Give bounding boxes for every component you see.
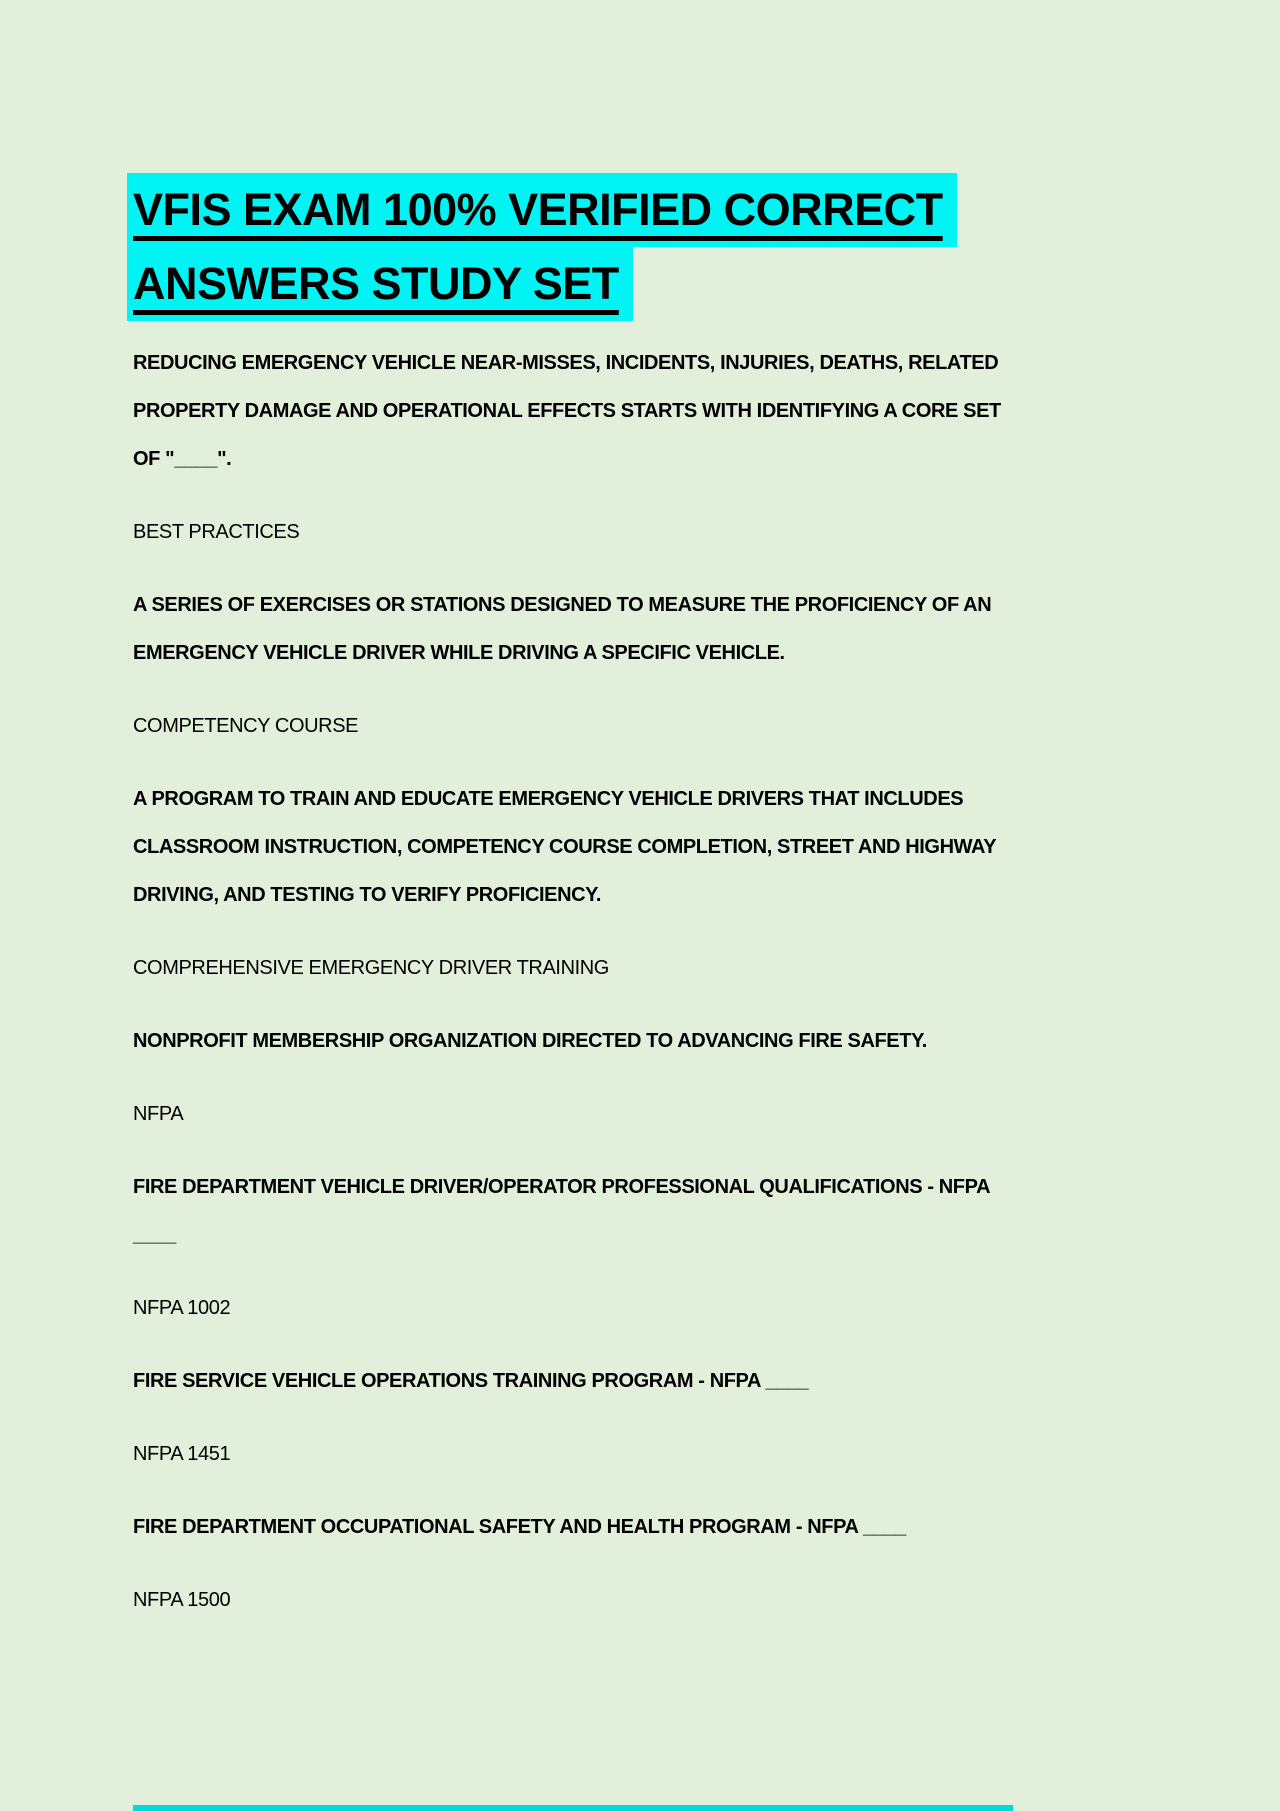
answer-text: COMPREHENSIVE EMERGENCY DRIVER TRAINING xyxy=(133,957,609,979)
question-line: A PROGRAM TO TRAIN AND EDUCATE EMERGENCY VEHICLE DRIVERS THAT INCLUDES xyxy=(133,788,964,810)
question-line: DRIVING, AND TESTING TO VERIFY PROFICIENCY. xyxy=(133,884,602,906)
answer-text: NFPA 1002 xyxy=(133,1297,231,1319)
question-paragraph xyxy=(133,339,1013,483)
page-title-line-2 xyxy=(133,247,1013,321)
question-line: EMERGENCY VEHICLE DRIVER WHILE DRIVING A SPECIFIC VEHICLE. xyxy=(133,642,785,664)
answer-text: NFPA xyxy=(133,1103,184,1125)
question-paragraph xyxy=(133,1017,1013,1065)
question-paragraph xyxy=(133,775,1013,919)
page-title xyxy=(133,173,1013,321)
question-line: NONPROFIT MEMBERSHIP ORGANIZATION DIRECTED TO ADVANCING FIRE SAFETY. xyxy=(133,1030,927,1052)
question-paragraph xyxy=(133,1163,1013,1259)
answer-paragraph xyxy=(133,508,1013,556)
answer-text: BEST PRACTICES xyxy=(133,521,300,543)
question-paragraph xyxy=(133,1503,1013,1551)
question-paragraph xyxy=(133,1357,1013,1405)
question-line: OF "____". xyxy=(133,448,232,470)
question-line: A SERIES OF EXERCISES OR STATIONS DESIGNED TO MEASURE THE PROFICIENCY OF AN xyxy=(133,594,992,616)
answer-paragraph xyxy=(133,1430,1013,1478)
question-line: ____ xyxy=(133,1224,176,1246)
question-line: FIRE DEPARTMENT VEHICLE DRIVER/OPERATOR PROFESSIONAL QUALIFICATIONS - NFPA xyxy=(133,1176,991,1198)
page-title-highlight-1: VFIS EXAM 100% VERIFIED CORRECT xyxy=(127,173,957,247)
answer-paragraph xyxy=(133,1576,1013,1624)
answer-paragraph xyxy=(133,1284,1013,1332)
page-title-line-1 xyxy=(133,173,1013,247)
question-line: REDUCING EMERGENCY VEHICLE NEAR-MISSES, INCIDENTS, INJURIES, DEATHS, RELATED xyxy=(133,352,999,374)
answer-text: COMPETENCY COURSE xyxy=(133,715,359,737)
answer-paragraph xyxy=(133,1090,1013,1138)
answer-text: NFPA 1500 xyxy=(133,1589,231,1611)
question-line: PROPERTY DAMAGE AND OPERATIONAL EFFECTS STARTS WITH IDENTIFYING A CORE SET xyxy=(133,400,1001,422)
answer-paragraph xyxy=(133,702,1013,750)
next-heading-highlight-cutoff xyxy=(133,1805,1013,1811)
question-paragraph xyxy=(133,581,1013,677)
answer-paragraph xyxy=(133,944,1013,992)
answer-text: NFPA 1451 xyxy=(133,1443,231,1465)
page-title-highlight-2: ANSWERS STUDY SET xyxy=(127,247,633,321)
question-line: FIRE DEPARTMENT OCCUPATIONAL SAFETY AND HEALTH PROGRAM - NFPA ____ xyxy=(133,1516,906,1538)
question-line: FIRE SERVICE VEHICLE OPERATIONS TRAINING PROGRAM - NFPA ____ xyxy=(133,1370,809,1392)
question-line: CLASSROOM INSTRUCTION, COMPETENCY COURSE COMPLETION, STREET AND HIGHWAY xyxy=(133,836,997,858)
